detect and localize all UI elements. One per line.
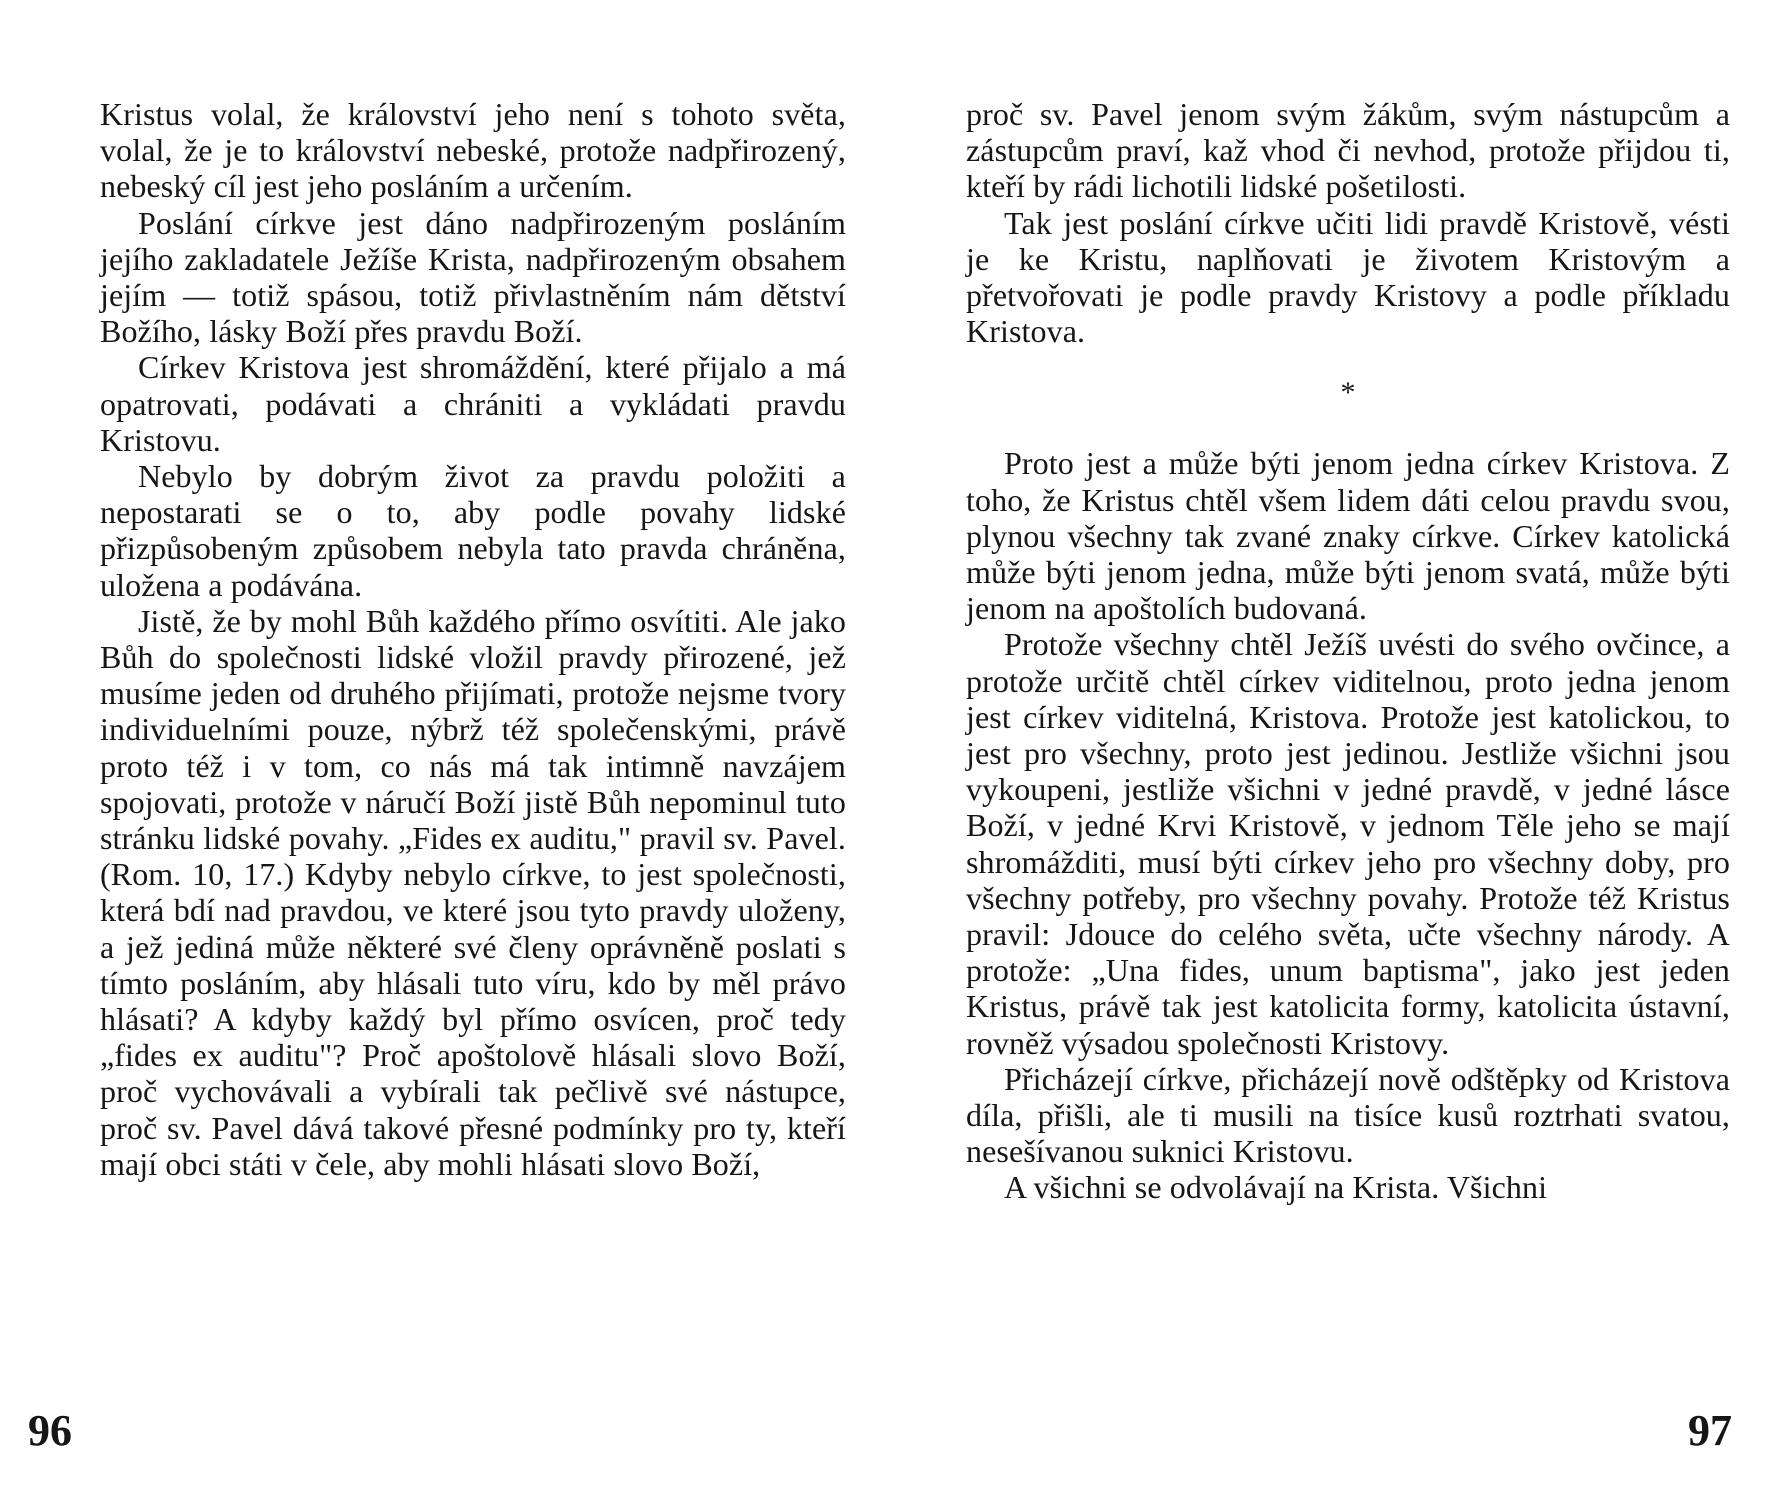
left-page: [100, 96, 846, 1182]
paragraph: Kristus volal, že království jeho není s tohoto světa, volal, že je to království nebeské, protože nadpřirozený, nebeský cíl jest jeho posláním a určením.: [100, 96, 846, 205]
page-number-right: 97: [1688, 1406, 1732, 1455]
paragraph: Proto jest a může býti jenom jedna církev Kristova. Z toho, že Kristus chtěl všem lidem dáti celou pravdu svou, plynou všechny tak zvané znaky církve. Církev katolická může býti jenom jedna, může býti jenom svatá, může býti jenom na apoštolích budovaná.: [966, 445, 1730, 627]
right-page: [966, 96, 1730, 1206]
paragraph: Tak jest poslání církve učiti lidi pravdě Kristově, vésti je ke Kristu, naplňovati je životem Kristovým a přetvořovati je podle pravdy Kristovy a podle příkladu Kristova.: [966, 204, 1730, 350]
paragraph: A všichni se odvolávají na Krista. Všichni: [1004, 1169, 1548, 1206]
page-number-left: 96: [28, 1406, 72, 1455]
paragraph: Přicházejí církve, přicházejí nově odštěpky od Kristova díla, přišli, ale ti musili na tisíce kusů roztrhati svatou, nesešívanou suknici Kristovu.: [966, 1060, 1730, 1170]
paragraph: Poslání církve jest dáno nadpřirozeným posláním jejího zakladatele Ježíše Krista, nadpřirozeným obsahem jejím — totiž spásou, totiž přivlastněním nám dětství Božího, lásky Boží přes pravdu Boží.: [100, 204, 846, 350]
paragraph: Jistě, že by mohl Bůh každého přímo osvítiti. Ale jako Bůh do společnosti lidské vložil pravdy přirozené, jež musíme jeden od druhého přijímati, protože nejsme tvory individuelními pouze, nýbrž též společenskými, právě proto též i v tom, co nás má tak intimně navzájem spojovati, protože v náručí Boží jistě Bůh nepominul tuto stránku lidské povahy. „Fides ex auditu," pravil sv. Pavel. (Rom. 10, 17.) Kdyby nebylo církve, to jest společnosti, která bdí nad pravdou, ve které jsou tyto pravdy uloženy, a jež jediná může některé své členy oprávněně poslati s tímto posláním, aby hlásali tuto víru, kdo by měl právo hlásati? A kdyby každý byl přímo osvícen, proč tedy „fides ex auditu"? Proč apoštolově hlásali slovo Boží, proč vychovávali a vybírali tak pečlivě své nástupce, proč sv. Pavel dává takové přesné podmínky pro ty, kteří mají obci státi v čele, aby mohli hlásati slovo Boží,: [100, 602, 846, 1182]
paragraph: proč sv. Pavel jenom svým žákům, svým nástupcům a zástupcům praví, kaž vhod či nevhod, protože přijdou ti, kteří by rádi lichotili lidské pošetilosti.: [966, 96, 1730, 205]
paragraph: Církev Kristova jest shromáždění, které přijalo a má opatrovati, podávati a chrániti a vykládati pravdu Kristovu.: [100, 349, 846, 458]
paragraph: Protože všechny chtěl Ježíš uvésti do svého ovčince, a protože určitě chtěl církev viditelnou, proto jedna jenom jest církev viditelná, Kristova. Protože jest katolickou, to jest pro všechny, proto jest jedinou. Jestliže všichni jsou vykoupeni, jestliže všichni v jedné pravdě, v jedné lásce Boží, v jedné Krvi Kristově, v jednom Těle jeho se mají shromážditi, musí býti církev jeho pro všechny doby, pro všechny potřeby, pro všechny povahy. Protože též Kristus pravil: Jdouce do celého světa, učte všechny národy. A protože: „Una fides, unum baptisma", jako jest jeden Kristus, právě tak jest katolicita formy, katolicita ústavní, rovněž výsadou společnosti Kristovy.: [966, 626, 1730, 1061]
section-separator: *: [1340, 376, 1356, 410]
paragraph: Nebylo by dobrým život za pravdu položiti a nepostarati se o to, aby podle povahy lidské přizpůsobeným způsobem nebyla tato pravda chráněna, uložena a podávána.: [100, 458, 846, 603]
